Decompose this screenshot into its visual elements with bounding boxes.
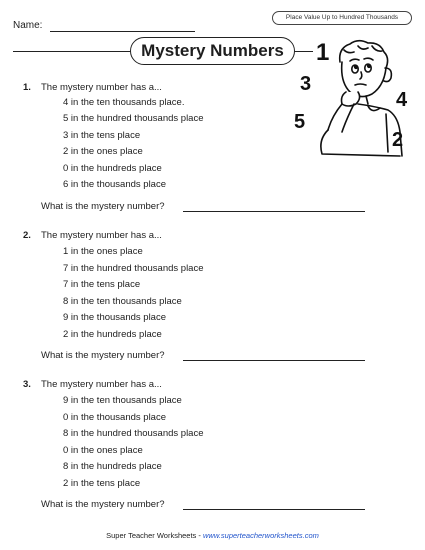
clue: 2 in the hundreds place xyxy=(63,329,162,340)
answer-line[interactable] xyxy=(183,360,365,361)
subject-badge: Place Value Up to Hundred Thousands xyxy=(272,11,412,25)
clue: 7 in the hundred thousands place xyxy=(63,263,204,274)
thinking-boy-illustration xyxy=(288,34,418,164)
clue: 2 in the ones place xyxy=(63,146,143,157)
clue: 0 in the thousands place xyxy=(63,412,166,423)
clue: 2 in the tens place xyxy=(63,478,141,489)
clue: 8 in the hundred thousands place xyxy=(63,428,204,439)
answer-line[interactable] xyxy=(183,509,365,510)
clue: 1 in the ones place xyxy=(63,246,143,257)
clue: 8 in the hundreds place xyxy=(63,461,162,472)
page-title: Mystery Numbers xyxy=(130,37,295,65)
footer-brand: Super Teacher Worksheets xyxy=(106,531,197,540)
question-prompt: What is the mystery number? xyxy=(41,201,165,212)
name-field-line[interactable] xyxy=(50,31,195,32)
clue: 9 in the thousands place xyxy=(63,312,166,323)
answer-line[interactable] xyxy=(183,211,365,212)
clue: 0 in the hundreds place xyxy=(63,163,162,174)
page-footer xyxy=(0,531,425,540)
question-prompt: What is the mystery number? xyxy=(41,499,165,510)
problem-number: 2. xyxy=(23,230,31,241)
mascot-digit-5: 5 xyxy=(294,111,306,133)
mascot-digit-2: 2 xyxy=(392,129,404,151)
problem-intro: The mystery number has a... xyxy=(41,82,162,93)
question-prompt: What is the mystery number? xyxy=(41,350,165,361)
clue: 5 in the hundred thousands place xyxy=(63,113,204,124)
problem-intro: The mystery number has a... xyxy=(41,230,162,241)
clue: 7 in the tens place xyxy=(63,279,141,290)
clue: 8 in the ten thousands place xyxy=(63,296,182,307)
clue: 3 in the tens place xyxy=(63,130,141,141)
footer-site-link[interactable]: www.superteacherworksheets.com xyxy=(202,531,319,540)
clue: 4 in the ten thousands place. xyxy=(63,97,185,108)
footer-separator: - xyxy=(196,531,203,540)
mascot-digit-3: 3 xyxy=(300,73,312,95)
clue: 9 in the ten thousands place xyxy=(63,395,182,406)
mascot-digit-1: 1 xyxy=(316,39,330,66)
clue: 6 in the thousands place xyxy=(63,179,166,190)
problem-number: 3. xyxy=(23,379,31,390)
name-label: Name: xyxy=(13,20,43,31)
mascot-digit-4: 4 xyxy=(396,89,408,111)
clue: 0 in the ones place xyxy=(63,445,143,456)
problem-number: 1. xyxy=(23,82,31,93)
problem-intro: The mystery number has a... xyxy=(41,379,162,390)
